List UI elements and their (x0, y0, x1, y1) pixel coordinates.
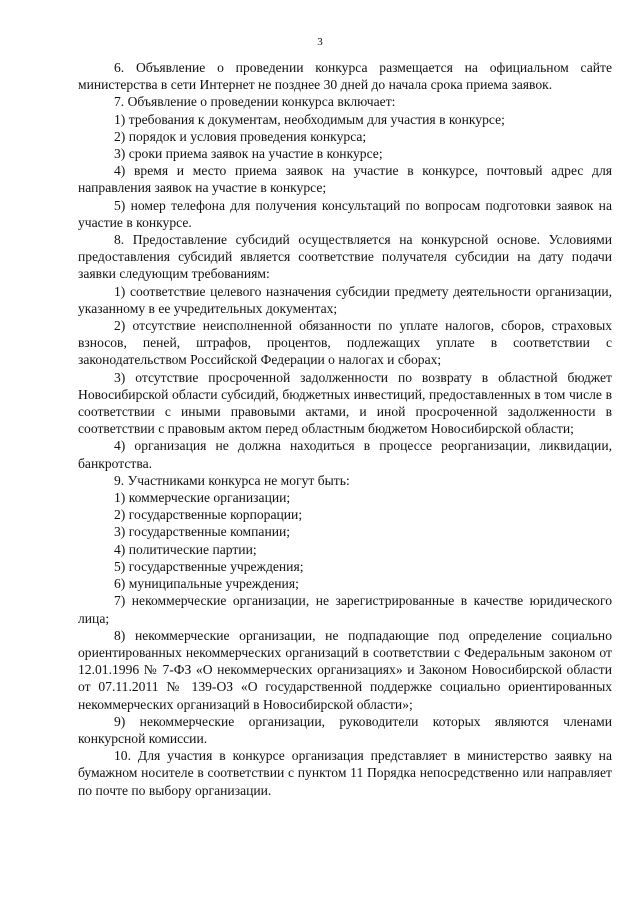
paragraph-7: 7. Объявление о проведении конкурса включает: (114, 94, 396, 110)
list-item: 3) государственные компании; (114, 524, 291, 540)
list-item: 3) сроки приема заявок на участие в конкурсе; (114, 146, 383, 162)
list-item: 2) порядок и условия проведения конкурса; (114, 128, 367, 144)
list-item: 5) номер телефона для получения консультаций по вопросам подготовки заявок на участие в конкурсе. (78, 197, 612, 230)
list-item: 8) некоммерческие организации, не подпадающие под определение социально ориентированных некоммерческих организаций в соответствии с Федеральным законом от 12.01.1996 № 7-ФЗ «О некоммерческих организациях» и Законом Новосибирской области от 07.11.2011 № 139-ОЗ «О государственной поддержке социально ориентированных некоммерческих организаций в Новосибирской области»; (78, 627, 612, 712)
list-item: 5) государственные учреждения; (114, 558, 304, 574)
list-item: 9) некоммерческие организации, руководители которых являются членами конкурсной комиссии. (78, 713, 612, 746)
paragraph-9: 9. Участниками конкурса не могут быть: (114, 472, 350, 488)
list-item: 7) некоммерческие организации, не зарегистрированные в качестве юридического лица; (78, 593, 612, 626)
paragraph-6: 6. Объявление о проведении конкурса размещается на официальном сайте министерства в сети Интернет не позднее 30 дней до начала срока приема заявок. (78, 60, 612, 93)
list-item: 2) отсутствие неисполненной обязанности по уплате налогов, сборов, страховых взносов, пеней, штрафов, процентов, подлежащих уплате в соответствии с законодательством Российской Федерации о налогах и сборах; (78, 318, 612, 368)
document-body (78, 59, 612, 799)
paragraph-10: 10. Для участия в конкурсе организация представляет в министерство заявку на бумажном носителе в соответствии с пунктом 11 Порядка непосредственно или направляет по почте по выбору организации. (78, 748, 612, 798)
list-item: 1) коммерческие организации; (114, 490, 291, 506)
list-item: 4) политические партии; (114, 541, 257, 557)
list-item: 1) требования к документам, необходимым для участия в конкурсе; (114, 111, 505, 127)
list-item: 2) государственные корпорации; (114, 507, 303, 523)
page-number: 3 (317, 36, 323, 48)
list-item: 1) соответствие целевого назначения субсидии предмету деятельности организации, указанному в ее учредительных документах; (78, 283, 612, 316)
list-item: 6) муниципальные учреждения; (114, 576, 299, 592)
paragraph-8: 8. Предоставление субсидий осуществляется на конкурсной основе. Условиями предоставления субсидий является соответствие получателя субсидии на дату подачи заявки следующим требованиям: (78, 232, 612, 282)
list-item: 4) организация не должна находиться в процессе реорганизации, ликвидации, банкротства. (78, 438, 612, 471)
list-item: 4) время и место приема заявок на участие в конкурсе, почтовый адрес для направления заявок на участие в конкурсе; (78, 163, 612, 196)
list-item: 3) отсутствие просроченной задолженности по возврату в областной бюджет Новосибирской области субсидий, бюджетных инвестиций, предоставленных в том числе в соответствии с иными правовыми актами, и иной просроченной задолженности в соответствии с правовым актом перед областным бюджетом Новосибирской области; (78, 369, 612, 437)
